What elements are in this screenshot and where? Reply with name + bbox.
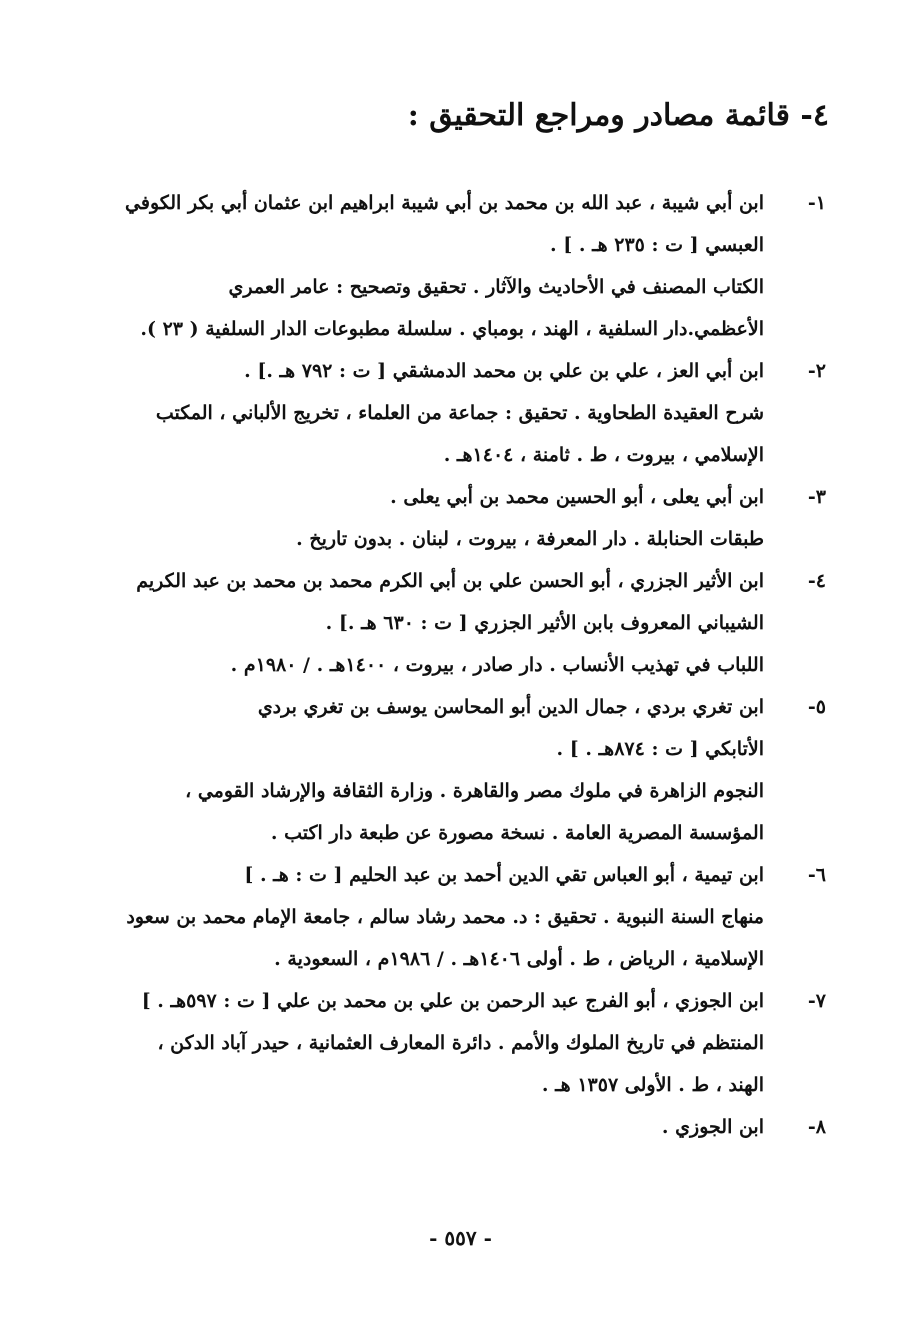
entry-author-line: العبسي [ ت : ٢٣٥ هـ . ] . xyxy=(550,234,764,256)
entry-work-line: الكتاب المصنف في الأحاديث والآثار . تحقيق وتصحيح : عامر العمري xyxy=(228,276,764,298)
bibliography-entry xyxy=(98,1106,826,1148)
bibliography-entry xyxy=(98,476,826,560)
entry-work-line: المنتظم في تاريخ الملوك والأمم . دائرة المعارف العثمانية ، حيدر آباد الدكن ، xyxy=(157,1032,764,1054)
entry-work-line: منهاج السنة النبوية . تحقيق : د. محمد رشاد سالم ، جامعة الإمام محمد بن سعود xyxy=(126,906,764,928)
entry-author-line: ابن الجوزي ، أبو الفرج عبد الرحمن بن علي بن محمد بن علي [ ت : ٥٩٧هـ . ] xyxy=(141,990,764,1012)
entry-author-line: الأتابكي [ ت : ٨٧٤هـ . ] . xyxy=(556,738,764,760)
entry-work-line: الإسلامية ، الرياض ، ط . أولى ١٤٠٦هـ . / ١٩٨٦م ، السعودية . xyxy=(274,948,764,970)
entry-author-line: ابن الأثير الجزري ، أبو الحسن علي بن أبي الكرم محمد بن محمد بن عبد الكريم xyxy=(136,570,764,592)
bibliography-list xyxy=(98,182,826,1148)
entry-author-line: ابن تيمية ، أبو العباس تقي الدين أحمد بن عبد الحليم [ ت : هـ . ] xyxy=(244,864,764,886)
entry-work-line: طبقات الحنابلة . دار المعرفة ، بيروت ، لبنان . بدون تاريخ . xyxy=(296,528,764,550)
bibliography-entry xyxy=(98,686,826,854)
bibliography-entry xyxy=(98,350,826,476)
entry-number: ٧- xyxy=(807,990,826,1012)
entry-work-line: الإسلامي ، بيروت ، ط . ثامنة ، ١٤٠٤هـ . xyxy=(443,444,764,466)
entry-work-line: النجوم الزاهرة في ملوك مصر والقاهرة . وزارة الثقافة والإرشاد القومي ، xyxy=(185,780,764,802)
entry-number: ٣- xyxy=(807,486,826,508)
entry-number: ٥- xyxy=(807,696,826,718)
entry-author-line: ابن أبي العز ، علي بن علي بن محمد الدمشقي [ ت : ٧٩٢ هـ .] . xyxy=(244,360,764,382)
entry-number: ١- xyxy=(807,192,826,214)
bibliography-entry xyxy=(98,182,826,350)
entry-author-line: الشيباني المعروف بابن الأثير الجزري [ ت : ٦٣٠ هـ .] . xyxy=(325,612,764,634)
section-heading: ٤- قائمة مصادر ومراجع التحقيق : xyxy=(407,98,829,133)
entry-author-line: ابن أبي شيبة ، عبد الله بن محمد بن أبي شيبة ابراهيم ابن عثمان أبي بكر الكوفي xyxy=(125,192,764,214)
entry-work-line: الأعظمي.دار السلفية ، الهند ، بومباي . سلسلة مطبوعات الدار السلفية ( ٢٣ ). xyxy=(140,318,764,340)
entry-work-line: شرح العقيدة الطحاوية . تحقيق : جماعة من العلماء ، تخريج الألباني ، المكتب xyxy=(155,402,764,424)
entry-work-line: اللباب في تهذيب الأنساب . دار صادر ، بيروت ، ١٤٠٠هـ . / ١٩٨٠م . xyxy=(230,654,764,676)
entry-work-line: الهند ، ط . الأولى ١٣٥٧ هـ . xyxy=(541,1074,764,1096)
bibliography-entry xyxy=(98,980,826,1106)
bibliography-entry xyxy=(98,854,826,980)
page-number: - ٥٥٧ - xyxy=(429,1226,492,1250)
bibliography-entry xyxy=(98,560,826,686)
entry-number: ٦- xyxy=(807,864,826,886)
entry-number: ٤- xyxy=(807,570,826,592)
entry-author-line: ابن أبي يعلى ، أبو الحسين محمد بن أبي يعلى . xyxy=(390,486,764,508)
entry-work-line: المؤسسة المصرية العامة . نسخة مصورة عن طبعة دار اكتب . xyxy=(270,822,764,844)
entry-author-line: ابن الجوزي . xyxy=(661,1116,764,1138)
entry-number: ٢- xyxy=(807,360,826,382)
entry-number: ٨- xyxy=(807,1116,826,1138)
entry-author-line: ابن تغري بردي ، جمال الدين أبو المحاسن يوسف بن تغري بردي xyxy=(257,696,764,718)
